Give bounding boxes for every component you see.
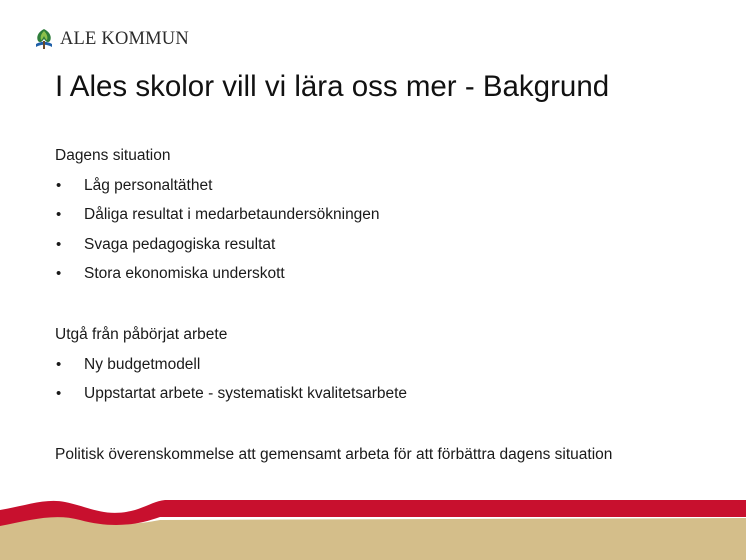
- section-heading-situation: Dagens situation: [55, 147, 171, 164]
- conclusion-text: Politisk överenskommelse att gemensamt arbeta för att förbättra dagens situation: [55, 446, 613, 463]
- list-item: • Låg personaltäthet: [55, 176, 380, 205]
- list-item: • Uppstartat arbete - systematiskt kvalitetsarbete: [55, 384, 407, 413]
- list-item: • Dåliga resultat i medarbetaundersökningen: [55, 205, 380, 234]
- bullet-list-situation: [55, 176, 380, 293]
- bullet-list-ongoing-work: [55, 355, 407, 414]
- section-heading-ongoing-work: Utgå från påbörjat arbete: [55, 326, 228, 343]
- slide-title: I Ales skolor vill vi lära oss mer - Bakgrund: [55, 70, 610, 103]
- logo-text: ALE KOMMUN: [60, 28, 189, 49]
- ale-kommun-logo: [34, 26, 189, 52]
- footer-wave-decoration: [0, 480, 746, 560]
- list-item: • Ny budgetmodell: [55, 355, 407, 384]
- list-item: • Svaga pedagogiska resultat: [55, 235, 380, 264]
- leaf-emblem-icon: [34, 28, 54, 50]
- list-item: • Stora ekonomiska underskott: [55, 264, 380, 293]
